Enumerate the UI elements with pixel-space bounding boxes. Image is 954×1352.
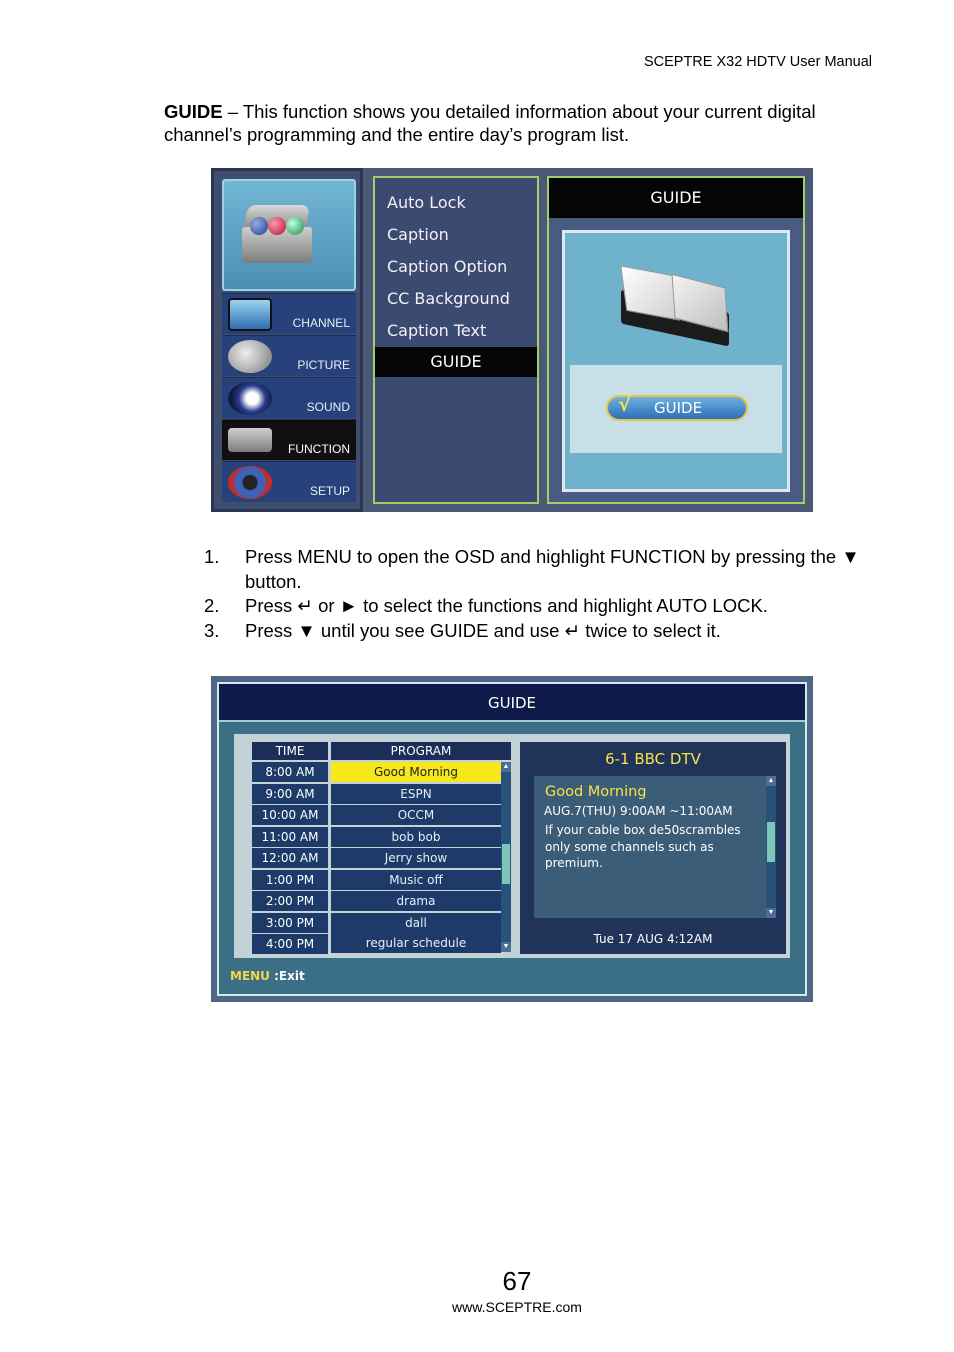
program-cell[interactable]: dall [331,913,501,933]
sidebar-item-function[interactable] [222,419,356,460]
exit-action-label: :Exit [274,969,305,983]
step-number: 2. [204,595,220,616]
step-item [204,619,884,644]
program-cell[interactable]: bob bob [331,827,501,847]
sidebar-item-sound[interactable] [222,377,356,418]
scroll-down-icon[interactable]: ▼ [502,943,510,950]
time-cell: 1:00 PM [252,870,328,890]
sidebar-item-label: SOUND [306,400,350,414]
scroll-down-icon[interactable]: ▼ [767,909,775,916]
header-title: SCEPTRE X32 HDTV User Manual [643,54,872,70]
sidebar-item-picture[interactable] [222,335,356,376]
osd-function-menu-screenshot [211,168,813,512]
menu-item-guide[interactable]: GUIDE [375,347,537,377]
time-cell: 4:00 PM [252,934,328,954]
time-cell: 11:00 AM [252,827,328,847]
guide-button[interactable] [606,392,748,421]
sidebar-item-channel[interactable] [222,293,356,334]
intro-paragraph [164,100,864,146]
step-item [204,594,884,619]
intro-term: GUIDE [164,101,223,122]
time-cell: 3:00 PM [252,913,328,933]
program-cell[interactable]: OCCM [331,805,501,825]
speaker-icon [228,382,272,415]
menu-item-auto-lock[interactable]: Auto Lock [387,193,466,212]
program-cell[interactable]: ESPN [331,784,501,804]
time-cell: 8:00 AM [252,762,328,782]
scroll-up-icon[interactable]: ▲ [502,763,510,770]
step-number: 3. [204,619,220,641]
guide-content [234,734,790,958]
program-description: If your cable box de50scrambles only some channels such as premium. [545,823,741,870]
step-text: Press ▼ until you see GUIDE and use ↵ twice to select it. [245,619,721,641]
guide-panel [547,176,805,504]
program-cell[interactable]: Jerry show [331,848,501,868]
toolbox-icon [228,428,272,452]
program-detail-panel [520,742,786,954]
channel-name: 6-1 BBC DTV [605,750,701,768]
guide-button-label: GUIDE [654,399,703,417]
instruction-steps [204,545,884,643]
sidebar-item-setup[interactable] [222,461,356,502]
time-column-header: TIME [252,742,328,760]
palette-icon [228,340,272,373]
description-scrollbar[interactable] [766,776,776,918]
panel-content [562,230,790,492]
sidebar-item-label: FUNCTION [288,442,350,456]
scroll-up-icon[interactable]: ▲ [767,777,775,784]
step-item [204,545,884,594]
time-cell: 10:00 AM [252,805,328,825]
guide-title: GUIDE [219,684,805,722]
program-list-scrollbar[interactable] [501,762,511,952]
menu-item-caption[interactable]: Caption [387,225,449,244]
guide-frame [217,682,807,996]
time-cell: 12:00 AM [252,848,328,868]
current-time: Tue 17 AUG 4:12AM [593,932,713,946]
gear-icon [228,466,272,499]
scroll-thumb[interactable] [502,844,510,884]
menu-key-label: MENU [230,969,270,983]
toolbox-hero-icon [222,179,356,291]
step-text: Press MENU to open the OSD and highlight FUNCTION by pressing the ▼ button. [245,546,860,592]
sidebar-item-label: PICTURE [297,358,350,372]
menu-item-cc-background[interactable]: CC Background [387,289,510,308]
website-url: www.SCEPTRE.com [452,1299,582,1315]
osd-guide-screenshot [211,676,813,1002]
menu-item-caption-text[interactable]: Caption Text [387,321,487,340]
check-icon: √ [618,392,632,416]
time-cell: 9:00 AM [252,784,328,804]
panel-button-area [570,365,782,453]
program-info-box [534,776,776,918]
book-icon [615,261,735,351]
sidebar-item-label: SETUP [309,484,350,498]
intro-text: – This function shows you detailed information about your current digital channel’s programming and the entire day’s program list. [164,101,816,145]
panel-title: GUIDE [549,178,803,218]
program-cell-selected[interactable]: Good Morning [331,762,501,782]
menu-item-caption-option[interactable]: Caption Option [387,257,508,276]
program-title: Good Morning [545,784,647,800]
time-cell: 2:00 PM [252,891,328,911]
program-column-header: PROGRAM [331,742,511,760]
sidebar-item-label: CHANNEL [292,316,350,330]
step-text: Press ↵ or ► to select the functions and highlight AUTO LOCK. [245,595,768,616]
program-cell[interactable]: Music off [331,870,501,890]
guide-footer [230,969,305,983]
osd-sidebar [211,168,363,512]
program-time: AUG.7(THU) 9:00AM ~11:00AM [544,804,733,818]
tv-icon [228,298,272,331]
program-cell[interactable]: drama [331,891,501,911]
step-number: 1. [204,546,220,567]
function-menu-list [373,176,539,504]
scroll-thumb[interactable] [767,822,775,862]
program-cell[interactable]: regular schedule [331,933,501,953]
page-number: 67 [502,1266,532,1296]
